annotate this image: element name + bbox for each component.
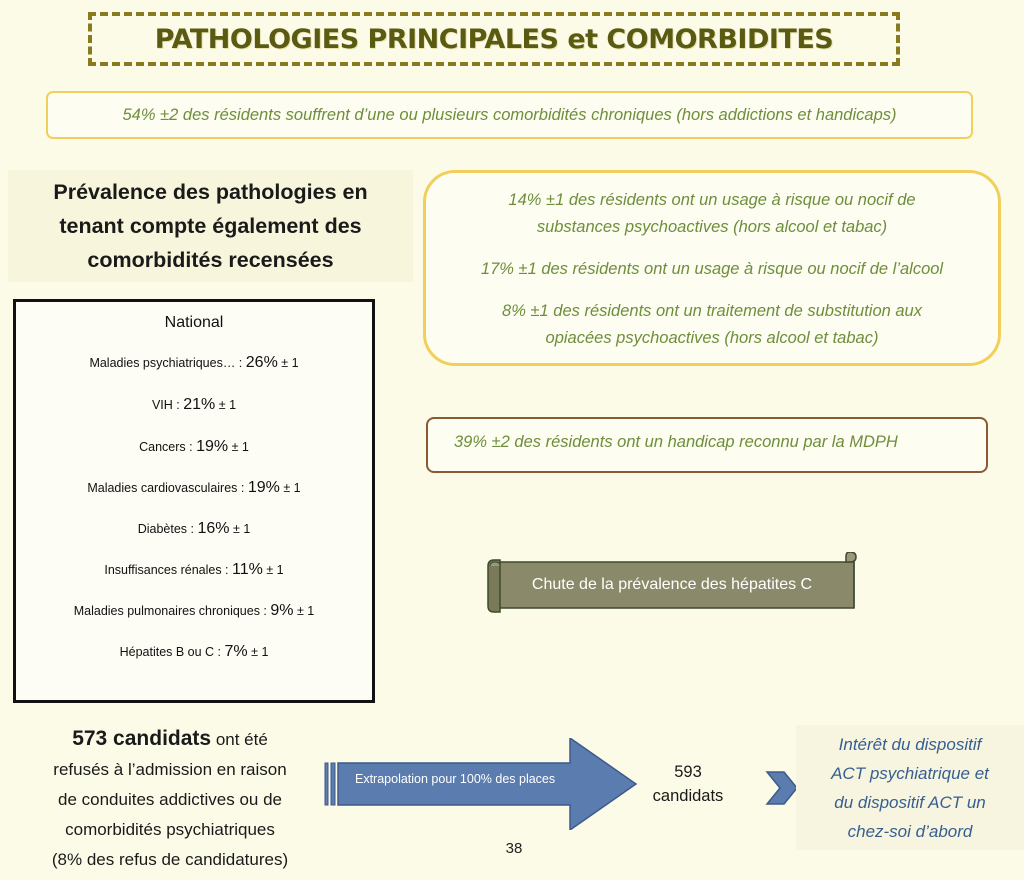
national-row — [16, 643, 372, 661]
row-pct: 26% — [245, 354, 278, 371]
row-err: ± 1 — [293, 604, 315, 618]
row-pct: 11% — [232, 561, 263, 578]
row-label: Diabètes : — [137, 522, 198, 536]
comorbidity-text: 54% ±2 des résidents souffrent d’une ou plusieurs comorbidités chroniques (hors addictions et handicaps) — [122, 105, 897, 124]
national-row — [16, 561, 372, 579]
row-label: Maladies psychiatriques… : — [89, 356, 246, 370]
interest-line: Intérêt du dispositif — [838, 734, 982, 754]
row-err: ± 1 — [279, 481, 301, 495]
extrapolation-label: Extrapolation pour 100% des places — [355, 772, 556, 786]
row-pct: 19% — [196, 438, 229, 455]
row-label: Cancers : — [139, 440, 197, 454]
row-pct: 7% — [224, 643, 248, 660]
refused-count: 573 candidats — [72, 727, 212, 750]
row-label: Hépatites B ou C : — [119, 645, 225, 659]
national-row — [16, 354, 372, 372]
prevalence-heading-line: comorbidités recensées — [87, 248, 334, 272]
interest-line: chez-soi d’abord — [847, 821, 973, 841]
mdph-text: 39% ±2 des résidents ont un handicap reconnu par la MDPH — [454, 433, 898, 451]
row-label: Maladies cardiovasculaires : — [87, 481, 248, 495]
extrapolated-number: 593 — [674, 763, 702, 781]
hepatitis-label: Chute de la prévalence des hépatites C — [531, 576, 813, 593]
refused-text — [16, 724, 324, 875]
extrapolated-label: candidats — [652, 787, 724, 805]
prevalence-heading — [8, 170, 413, 282]
refused-line: (8% des refus de candidatures) — [51, 850, 289, 869]
national-row — [16, 479, 372, 497]
addiction-box — [423, 170, 1001, 366]
row-label: Maladies pulmonaires chroniques : — [73, 604, 271, 618]
row-err: ± 1 — [215, 398, 237, 412]
national-row — [16, 602, 372, 620]
interest-box — [796, 725, 1024, 850]
row-pct: 9% — [270, 602, 294, 619]
title-box — [88, 12, 900, 66]
national-row — [16, 396, 372, 414]
row-pct: 16% — [197, 520, 230, 537]
national-box — [13, 299, 375, 703]
row-label: Insuffisances rénales : — [104, 563, 232, 577]
refused-line: de conduites addictives ou de — [58, 790, 282, 809]
substitution-line: 8% ±1 des résidents ont un traitement de substitution aux — [502, 302, 922, 320]
row-err: ± 1 — [247, 645, 269, 659]
row-pct: 19% — [247, 479, 280, 496]
refused-line: refusés à l’admission en raison — [53, 760, 287, 779]
page-title: PATHOLOGIES PRINCIPALES et COMORBIDITES — [154, 23, 834, 55]
prevalence-heading-line: tenant compte également des — [59, 214, 362, 238]
addiction-line: 14% ±1 des résidents ont un usage à risque ou nocif de — [508, 191, 916, 209]
national-title: National — [164, 314, 224, 331]
row-label: VIH : — [151, 398, 184, 412]
refused-line: comorbidités psychiatriques — [65, 820, 275, 839]
row-err: ± 1 — [228, 440, 249, 454]
row-err: ± 1 — [277, 356, 299, 370]
prevalence-heading-line: Prévalence des pathologies en — [53, 180, 368, 204]
hepatitis-scroll — [484, 552, 860, 618]
refused-line: ont été — [211, 730, 268, 749]
alcohol-line: 17% ±1 des résidents ont un usage à risque ou nocif de l’alcool — [480, 260, 944, 278]
chevron-right-icon — [764, 769, 800, 807]
national-row — [16, 438, 372, 456]
row-err: ± 1 — [229, 522, 251, 536]
comorbidity-banner — [46, 91, 973, 139]
row-err: ± 1 — [262, 563, 284, 577]
addiction-line: substances psychoactives (hors alcool et tabac) — [536, 218, 888, 236]
row-pct: 21% — [183, 396, 216, 413]
interest-line: ACT psychiatrique et — [831, 763, 989, 783]
national-row — [16, 520, 372, 538]
extrapolated-count — [648, 760, 728, 808]
mdph-box — [426, 417, 988, 473]
page-number: 38 — [505, 840, 523, 857]
interest-line: du dispositif ACT un — [834, 792, 986, 812]
substitution-line: opiacées psychoactives (hors alcool et tabac) — [545, 329, 879, 347]
